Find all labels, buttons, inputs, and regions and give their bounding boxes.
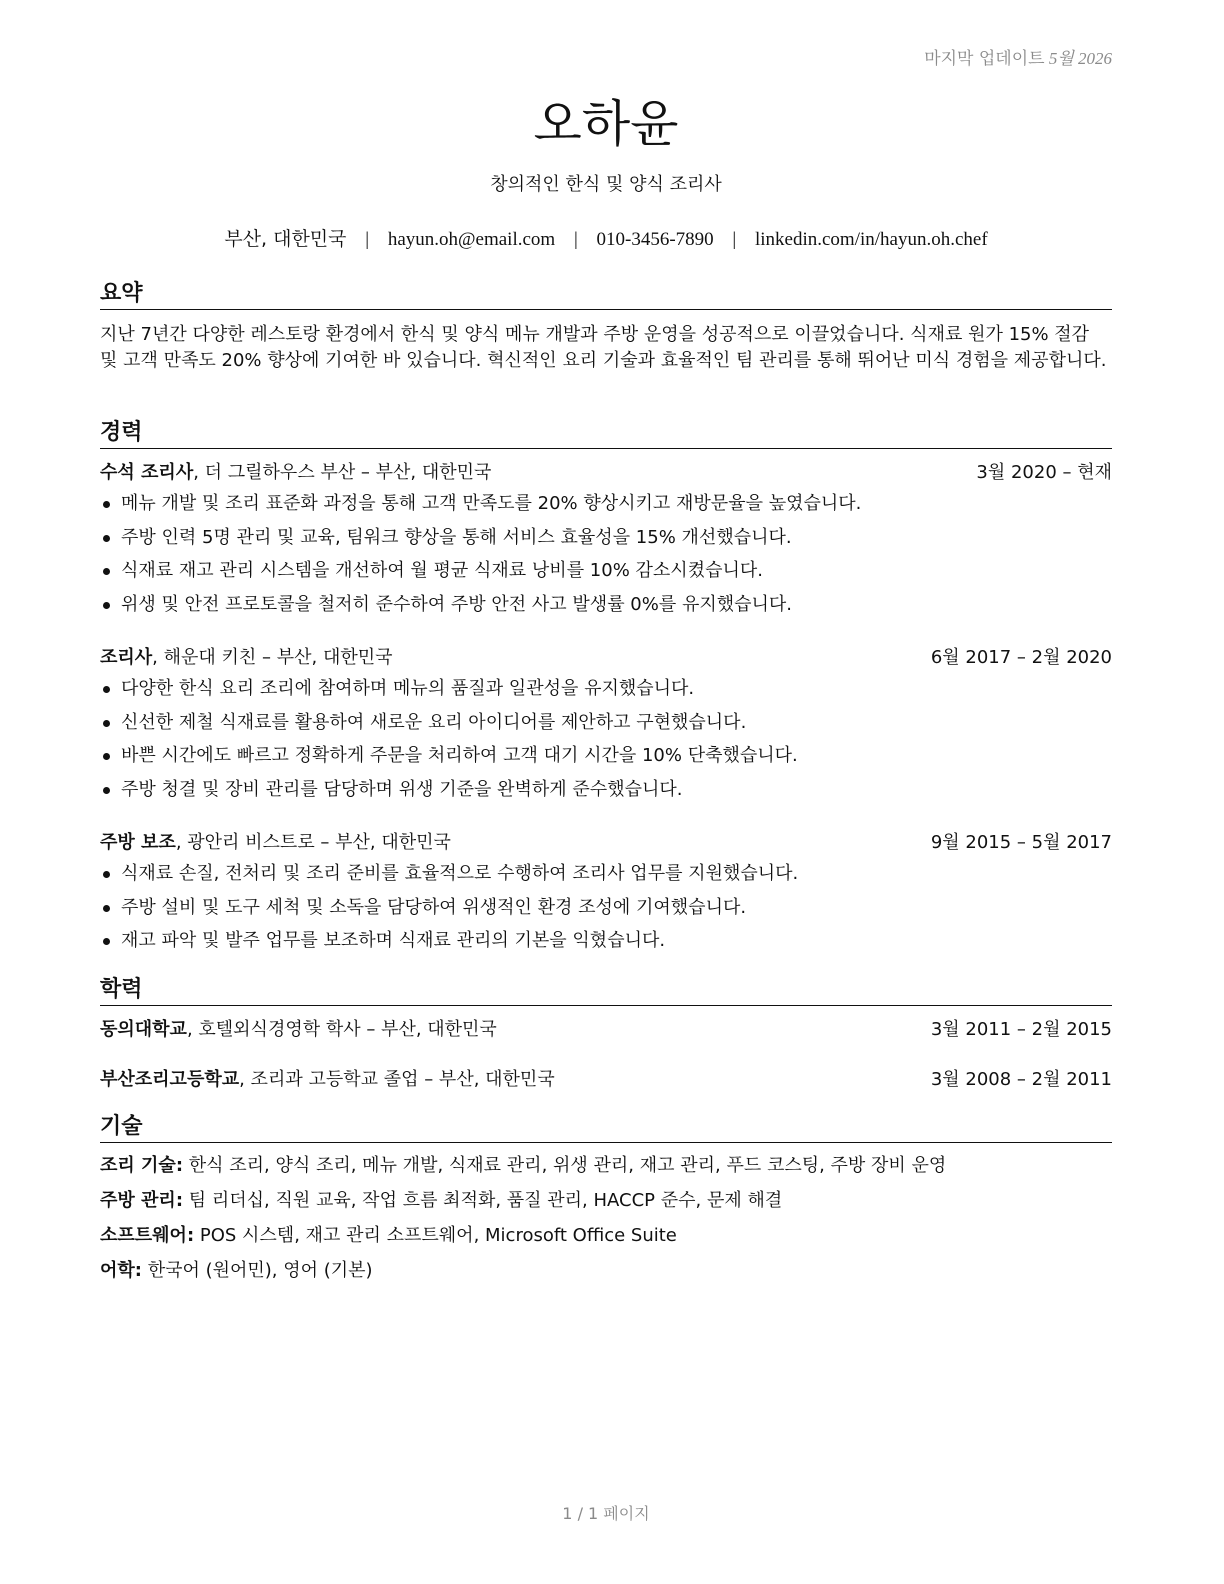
bullet-item: 바쁜 시간에도 빠르고 정확하게 주문을 처리하여 고객 대기 시간을 10% 단축했습니다. xyxy=(100,743,1112,769)
job-entry xyxy=(100,460,1112,625)
bullet-item: 식재료 손질, 전처리 및 조리 준비를 효율적으로 수행하여 조리사 업무를 지원했습니다. xyxy=(100,861,1112,887)
bullet-item: 식재료 재고 관리 시스템을 개선하여 월 평균 식재료 낭비를 10% 감소시켰습니다. xyxy=(100,558,1112,584)
job-company: , 더 그릴하우스 부산 – 부산, 대한민국 xyxy=(193,462,492,483)
skills-heading: 기술 xyxy=(100,1109,1112,1143)
job-title: 주방 보조 xyxy=(100,832,176,853)
skill-row xyxy=(100,1153,1112,1179)
education-entry xyxy=(100,1017,1112,1043)
job-header xyxy=(100,830,1112,856)
skill-value: POS 시스템, 재고 관리 소프트웨어, Microsoft Office Suite xyxy=(194,1225,677,1246)
contact-line xyxy=(100,224,1112,251)
bullet-item: 위생 및 안전 프로토콜을 철저히 준수하여 주방 안전 사고 발생률 0%를 유지했습니다. xyxy=(100,592,1112,618)
job-dates: 6월 2017 – 2월 2020 xyxy=(930,647,1112,668)
job-entry xyxy=(100,645,1112,810)
contact-phone: 010-3456-7890 xyxy=(596,229,714,250)
bullet-item: 주방 인력 5명 관리 및 교육, 팀워크 향상을 통해 서비스 효율성을 15% 개선했습니다. xyxy=(100,525,1112,551)
updated-year: 2026 xyxy=(1078,49,1112,68)
school-detail: , 호텔외식경영학 학사 – 부산, 대한민국 xyxy=(186,1019,497,1040)
job-company: , 해운대 키친 – 부산, 대한민국 xyxy=(152,647,393,668)
skill-label: 조리 기술: xyxy=(100,1155,184,1176)
contact-separator: | xyxy=(573,229,578,250)
education-entry xyxy=(100,1067,1112,1093)
school-detail: , 조리과 고등학교 졸업 – 부산, 대한민국 xyxy=(239,1069,555,1090)
bullet-item: 신선한 제철 식재료를 활용하여 새로운 요리 아이디어를 제안하고 구현했습니다. xyxy=(100,710,1112,736)
tagline: 창의적인 한식 및 양식 조리사 xyxy=(490,174,722,195)
job-dates: 3월 2020 – 현재 xyxy=(976,462,1112,483)
job-entry xyxy=(100,830,1112,962)
contact-separator: | xyxy=(732,229,737,250)
job-company: , 광안리 비스트로 – 부산, 대한민국 xyxy=(175,832,451,853)
contact-email-link[interactable]: hayun.oh@email.com xyxy=(387,229,556,250)
bullet-item: 주방 설비 및 도구 세척 및 소독을 담당하여 위생적인 환경 조성에 기여했습니다. xyxy=(100,895,1112,921)
experience-section xyxy=(100,415,1112,449)
education-dates: 3월 2008 – 2월 2011 xyxy=(930,1069,1112,1090)
skill-label: 주방 관리: xyxy=(100,1190,184,1211)
school-name: 동의대학교 xyxy=(100,1019,187,1040)
summary-text: 지난 7년간 다양한 레스토랑 환경에서 한식 및 양식 메뉴 개발과 주방 운영을 성공적으로 이끌었습니다. 식재료 원가 15% 절감 및 고객 만족도 20% 향상에 기여한 바 있습니다. 혁신적인 요리 기술과 효율적인 팀 관리를 통해 뛰어난 미식 경험을 제공합니다. xyxy=(100,324,1107,371)
job-dates: 9월 2015 – 5월 2017 xyxy=(930,832,1112,853)
bullet-item: 재고 파악 및 발주 업무를 보조하며 식재료 관리의 기본을 익혔습니다. xyxy=(100,928,1112,954)
contact-separator: | xyxy=(365,229,370,250)
job-header xyxy=(100,460,1112,486)
resume-page xyxy=(100,0,1112,1584)
bullet-item: 메뉴 개발 및 조리 표준화 과정을 통해 고객 만족도를 20% 향상시키고 재방문율을 높였습니다. xyxy=(100,491,1112,517)
job-bullets xyxy=(100,676,1112,803)
education-heading: 학력 xyxy=(100,972,1112,1006)
skill-row xyxy=(100,1223,1112,1249)
job-bullets xyxy=(100,861,1112,954)
summary-heading: 요약 xyxy=(100,276,1112,310)
job-title: 수석 조리사 xyxy=(100,462,194,483)
job-title: 조리사 xyxy=(100,647,153,668)
education-section xyxy=(100,972,1112,1006)
bullet-item: 주방 청결 및 장비 관리를 담당하며 위생 기준을 완벽하게 준수했습니다. xyxy=(100,777,1112,803)
bullet-item: 다양한 한식 요리 조리에 참여하며 메뉴의 품질과 일관성을 유지했습니다. xyxy=(100,676,1112,702)
summary-section xyxy=(100,276,1112,374)
skill-label: 어학: xyxy=(100,1260,142,1281)
skills-list xyxy=(100,1153,1112,1293)
job-bullets xyxy=(100,491,1112,618)
skill-row xyxy=(100,1258,1112,1284)
page-number-footer: 1 / 1 페이지 xyxy=(562,1504,650,1523)
skill-label: 소프트웨어: xyxy=(100,1225,195,1246)
updated-month: 5월 xyxy=(1048,49,1074,68)
skill-row xyxy=(100,1188,1112,1214)
contact-location: 부산, 대한민국 xyxy=(224,228,347,250)
skill-value: 한식 조리, 양식 조리, 메뉴 개발, 식재료 관리, 위생 관리, 재고 관리, 푸드 코스팅, 주방 장비 운영 xyxy=(183,1155,947,1176)
skill-value: 한국어 (원어민), 영어 (기본) xyxy=(141,1260,373,1281)
last-updated: 마지막 업데이트 5월 2026 xyxy=(924,49,1112,69)
job-header xyxy=(100,645,1112,671)
experience-heading: 경력 xyxy=(100,415,1112,449)
skills-section xyxy=(100,1109,1112,1143)
candidate-name: 오하윤 xyxy=(533,95,679,153)
skill-value: 팀 리더십, 직원 교육, 작업 흐름 최적화, 품질 관리, HACCP 준수, 문제 해결 xyxy=(183,1190,783,1211)
school-name: 부산조리고등학교 xyxy=(100,1069,240,1090)
education-dates: 3월 2011 – 2월 2015 xyxy=(930,1019,1112,1040)
contact-linkedin-link[interactable]: linkedin.com/in/hayun.oh.chef xyxy=(754,229,988,250)
